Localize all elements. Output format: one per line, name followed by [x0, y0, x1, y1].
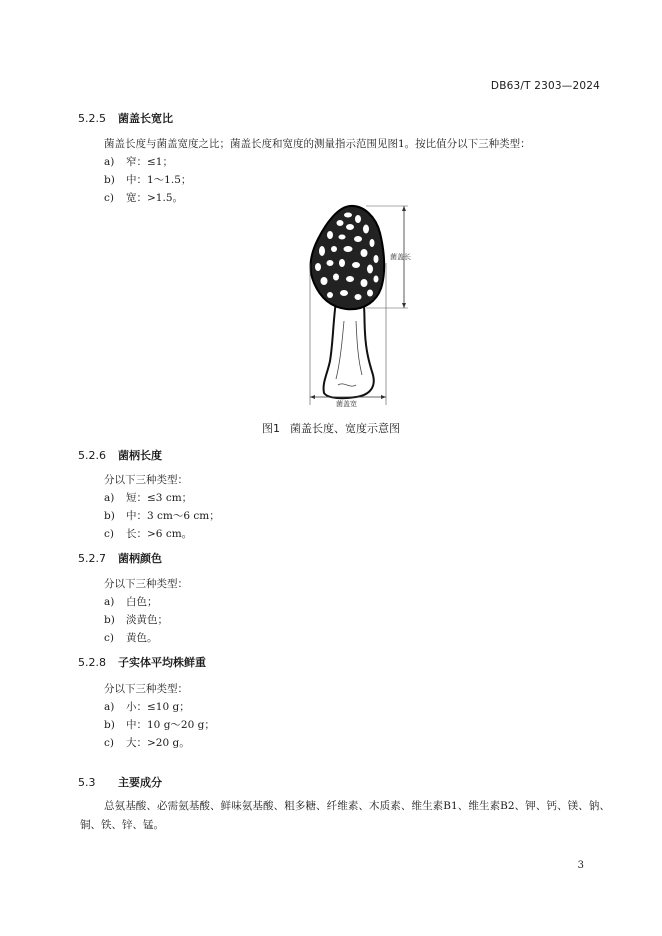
list-marker: b) — [104, 510, 115, 522]
section-title: 主要成分 — [118, 776, 162, 789]
section-intro: 分以下三种类型： — [104, 683, 188, 695]
list-item-text: 小：≤10 g； — [126, 701, 190, 713]
list-item-text: 黄色。 — [126, 632, 158, 644]
list-marker: c) — [104, 528, 114, 540]
section-number: 5.2.8 — [78, 656, 106, 669]
section-title: 菌盖长宽比 — [118, 112, 173, 125]
list-item — [104, 508, 220, 523]
list-marker: b) — [104, 174, 115, 186]
list-item-text: 中：10 g～20 g； — [126, 719, 215, 731]
list-item — [104, 172, 191, 187]
section-title: 子实体平均株鲜重 — [118, 656, 206, 669]
list-item-text: 中：1～1.5； — [126, 174, 192, 186]
list-marker: a) — [104, 492, 115, 504]
list-item-text: 大：>20 g。 — [126, 737, 190, 749]
list-marker: b) — [104, 614, 115, 626]
cap-width-label: 菌盖宽 — [336, 400, 357, 408]
section-intro: 分以下三种类型： — [104, 474, 188, 486]
list-item-text: 短：≤3 cm； — [126, 492, 193, 504]
page-number: 3 — [577, 860, 584, 871]
list-item-text: 窄：≤1； — [126, 156, 173, 168]
list-item — [104, 490, 192, 505]
section-title: 菌柄颜色 — [118, 552, 162, 565]
list-item — [104, 612, 168, 627]
section-number: 5.2.6 — [78, 449, 106, 462]
section-heading-5-2-6 — [78, 447, 162, 463]
section-intro: 分以下三种类型： — [104, 578, 188, 590]
list-item — [104, 630, 158, 645]
morel-diagram — [300, 203, 420, 411]
list-marker: c) — [104, 737, 114, 749]
list-marker: a) — [104, 156, 115, 168]
section-body: 总氨基酸、必需氨基酸、鲜味氨基酸、粗多糖、纤维素、木质素、维生素B1、维生素B2、钾、钙、镁、钠、铜、铁、锌、锰。 — [80, 800, 610, 831]
list-item — [104, 190, 183, 205]
list-marker: c) — [104, 632, 114, 644]
list-marker: a) — [104, 596, 115, 608]
section-intro: 菌盖长度与菌盖宽度之比；菌盖长度和宽度的测量指示范围见图1。按比值分以下三种类型： — [104, 138, 531, 150]
list-item-text: 白色； — [126, 596, 158, 608]
list-item — [104, 526, 192, 541]
section-number: 5.2.7 — [78, 552, 106, 565]
figure-title: 菌盖长度、宽度示意图 — [290, 422, 400, 435]
morel-illustration — [300, 203, 420, 411]
list-item-text: 中：3 cm～6 cm； — [126, 510, 220, 522]
list-item — [104, 717, 215, 732]
section-heading-5-2-5 — [78, 110, 173, 126]
section-heading-5-3 — [78, 774, 162, 790]
list-item — [104, 594, 158, 609]
section-title: 菌柄长度 — [118, 449, 162, 462]
section-number: 5.2.5 — [78, 112, 106, 125]
cap-length-label: 菌盖长 — [390, 253, 411, 261]
list-item-text: 淡黄色； — [126, 614, 168, 626]
section-number: 5.3 — [78, 776, 96, 789]
document-code: DB63/T 2303—2024 — [490, 80, 600, 92]
figure-caption — [0, 420, 662, 436]
figure-number: 图1 — [262, 422, 280, 435]
section-heading-5-2-8 — [78, 654, 206, 670]
list-item — [104, 735, 190, 750]
stem-shape — [324, 299, 374, 398]
list-item-text: 宽：>1.5。 — [126, 192, 183, 204]
section-heading-5-2-7 — [78, 550, 162, 566]
list-marker: b) — [104, 719, 115, 731]
list-marker: c) — [104, 192, 114, 204]
list-marker: a) — [104, 701, 115, 713]
list-item-text: 长：>6 cm。 — [126, 528, 193, 540]
list-item — [104, 699, 190, 714]
list-item — [104, 154, 173, 169]
